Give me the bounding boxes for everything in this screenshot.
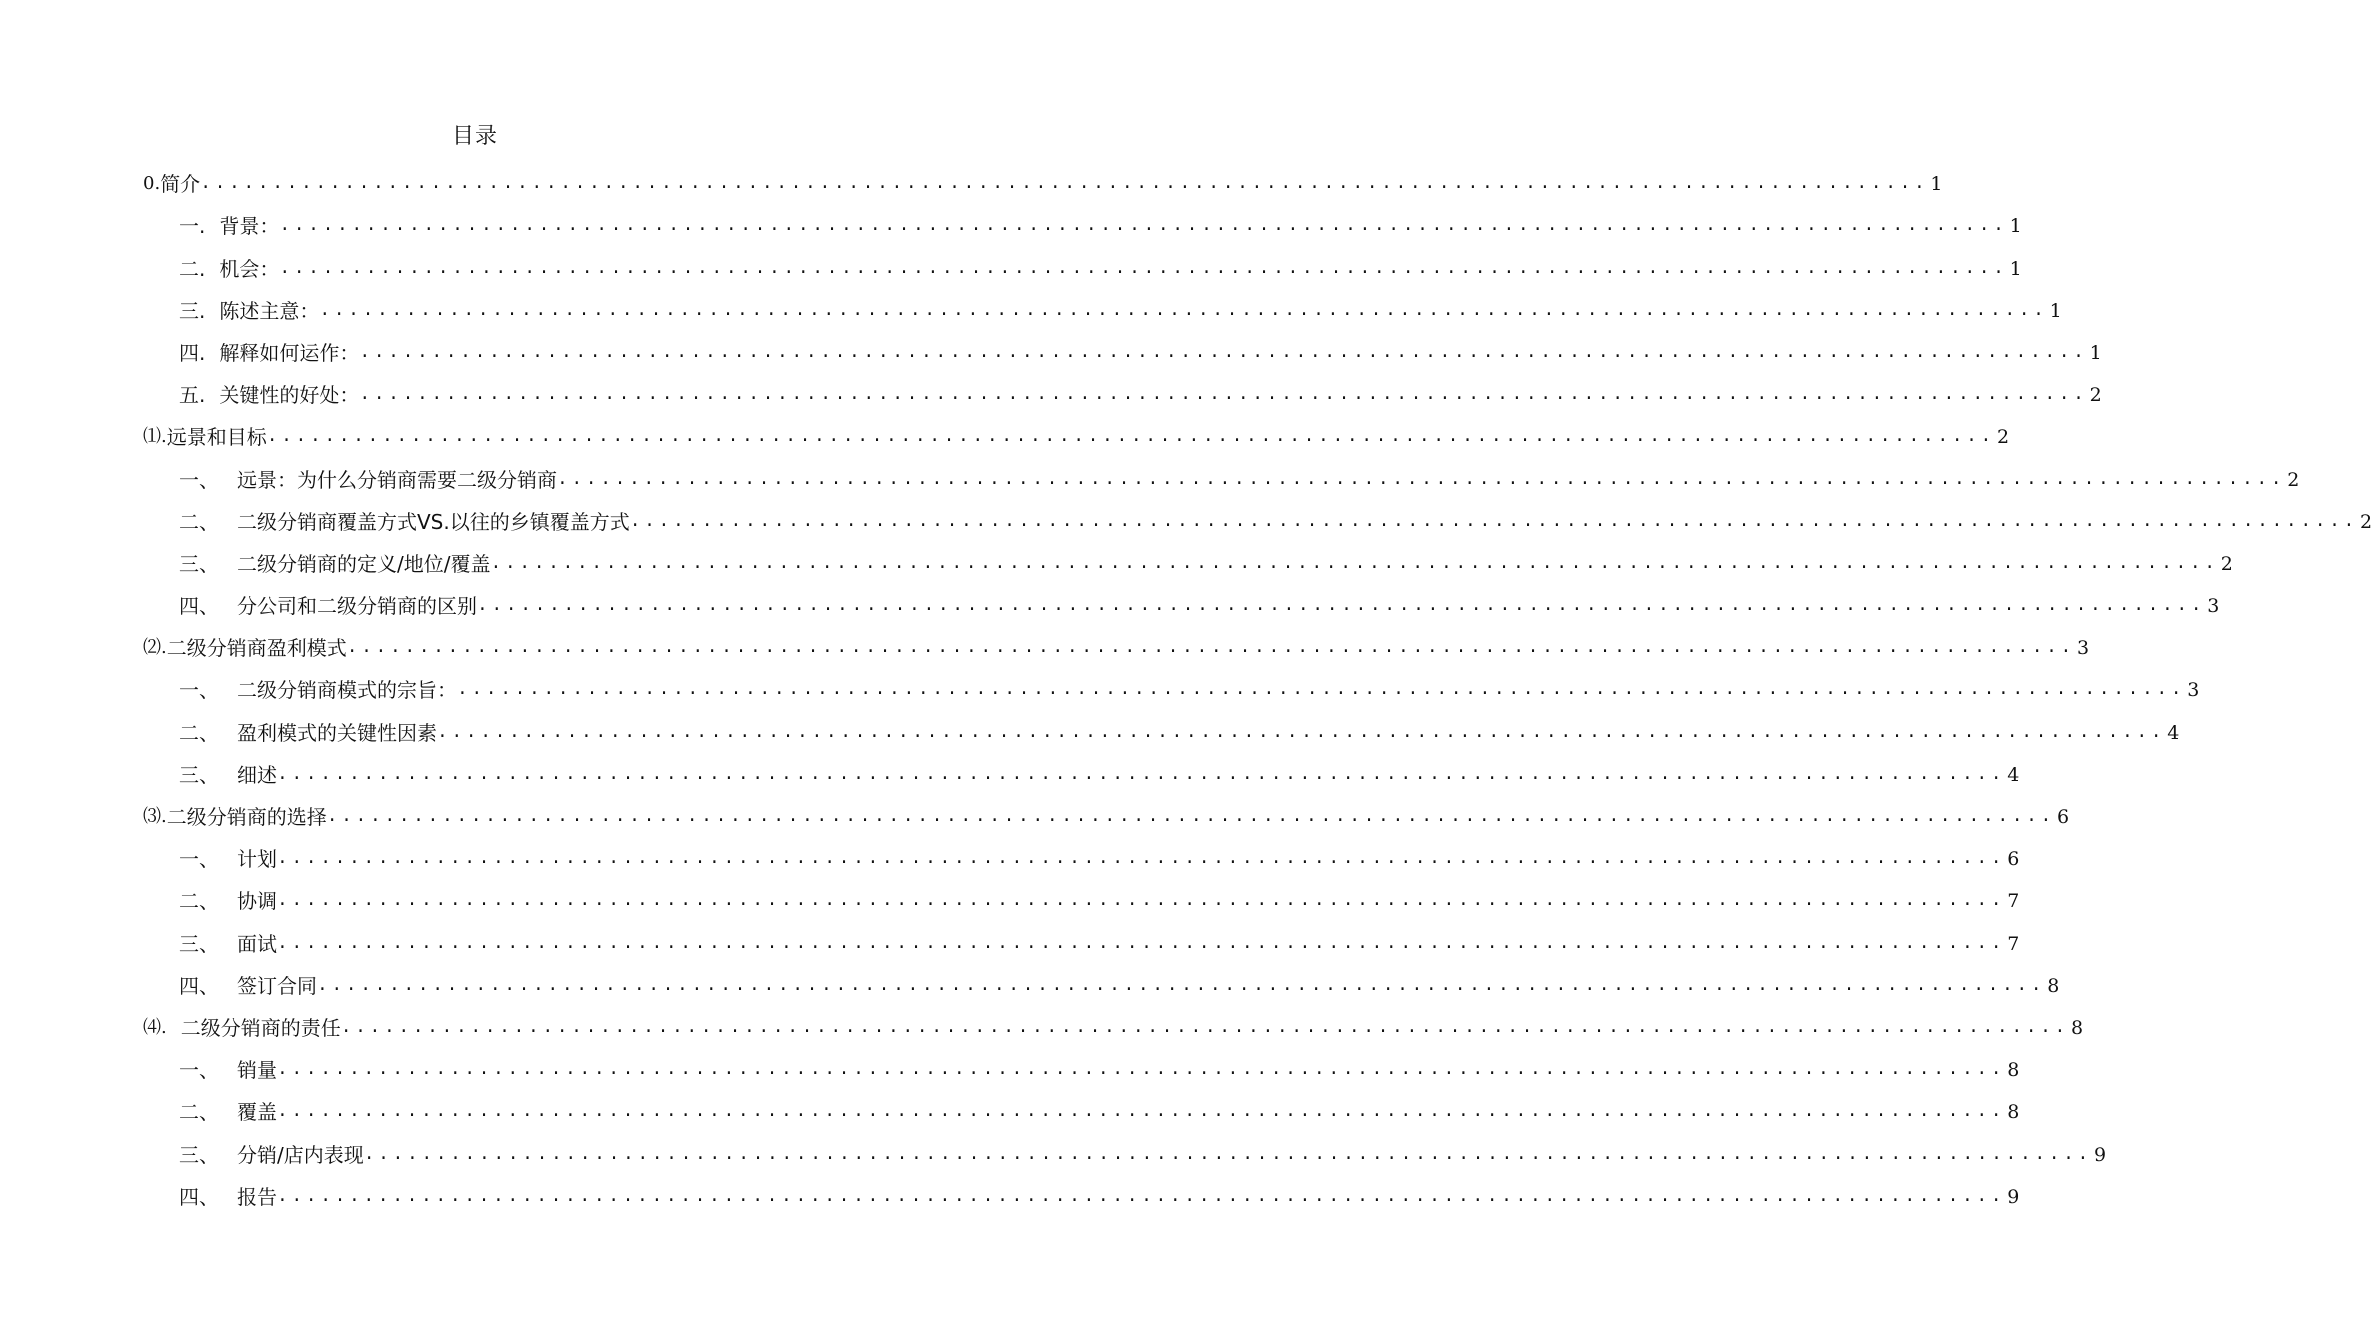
- toc-entry-number: ⑴.: [143, 426, 167, 448]
- toc-entry-label: [179, 887, 277, 918]
- toc-entry-text: 协调: [237, 889, 277, 914]
- toc-leader-dots: ........................................................................................................................: [279, 216, 2008, 237]
- toc-entry-label: [143, 634, 347, 665]
- toc-entry-label: [179, 255, 279, 286]
- toc-page-number: 2: [2089, 384, 2102, 407]
- toc-entry-text: 二级分销商模式的宗旨：: [237, 678, 457, 703]
- toc-list: [143, 159, 2372, 1214]
- toc-entry-number: 五.: [179, 383, 206, 408]
- toc-entry-label: [179, 550, 490, 581]
- toc-entry[interactable]: [143, 539, 2233, 581]
- toc-page-number: 8: [2007, 1101, 2020, 1124]
- toc-entry-label: [179, 466, 557, 497]
- toc-entry-text: 销量: [237, 1058, 277, 1083]
- toc-entry[interactable]: [143, 834, 2020, 876]
- toc-entry-text: 面试: [237, 931, 277, 956]
- toc-entry[interactable]: [143, 1172, 2020, 1214]
- toc-entry-text: 二级分销商的定义/地位/覆盖: [237, 551, 491, 576]
- toc-entry-number: 二、: [179, 889, 219, 914]
- toc-entry-label: [179, 592, 477, 623]
- toc-leader-dots: ........................................................................................................................: [477, 596, 2206, 617]
- toc-entry[interactable]: [143, 370, 2102, 412]
- toc-entry-text: 细述: [237, 762, 277, 787]
- toc-leader-dots: ........................................................................................................................: [266, 427, 1995, 448]
- toc-entry[interactable]: [143, 328, 2102, 370]
- toc-leader-dots: ........................................................................................................................: [277, 1060, 2006, 1081]
- toc-entry-label: [179, 719, 437, 750]
- toc-entry-number: 三、: [179, 1142, 219, 1167]
- toc-entry-label: [179, 339, 359, 370]
- toc-entry-number: 一、: [179, 678, 219, 703]
- toc-entry-text: 解释如何运作：: [219, 340, 360, 365]
- toc-entry[interactable]: [143, 243, 2022, 285]
- toc-entry-label: [179, 1056, 277, 1087]
- toc-entry-text: 陈述主意：: [219, 298, 320, 323]
- toc-page-number: 1: [2009, 257, 2022, 280]
- toc-entry[interactable]: [143, 581, 2220, 623]
- toc-page-number: 2: [2287, 468, 2300, 491]
- toc-page-number: 6: [2056, 806, 2070, 828]
- toc-entry-label: [179, 761, 277, 792]
- toc-entry-number: ⑶.: [143, 806, 167, 827]
- toc-entry[interactable]: [143, 707, 2180, 749]
- toc-leader-dots: ........................................................................................................................: [457, 680, 2186, 701]
- toc-entry-text: 计划: [237, 847, 277, 872]
- toc-entry-text: 覆盖: [237, 1100, 277, 1125]
- toc-entry[interactable]: [143, 876, 2020, 918]
- toc-leader-dots: ........................................................................................................................: [340, 1017, 2069, 1038]
- toc-page-number: 2: [1996, 426, 2010, 449]
- toc-leader-dots: ........................................................................................................................: [557, 469, 2286, 490]
- toc-entry-label: [143, 423, 267, 454]
- toc-page-number: 3: [2076, 637, 2090, 660]
- toc-entry-text: 报告: [237, 1184, 277, 1209]
- toc-leader-dots: ........................................................................................................................: [200, 174, 1929, 195]
- toc-page-number: 3: [2187, 679, 2200, 702]
- toc-leader-dots: ........................................................................................................................: [346, 638, 2075, 659]
- toc-entry-number: 三、: [179, 551, 219, 576]
- toc-entry-number: 二、: [179, 509, 219, 534]
- toc-entry-label: [179, 1141, 364, 1172]
- toc-entry[interactable]: [143, 412, 2010, 454]
- toc-entry[interactable]: [143, 1087, 2020, 1129]
- toc-entry-number: ⑷.: [143, 1016, 167, 1038]
- toc-entry-number: 二、: [179, 1100, 219, 1125]
- toc-leader-dots: ........................................................................................................................: [359, 342, 2088, 363]
- toc-entry-label: [143, 803, 327, 834]
- toc-entry-text: 二级分销商的选择: [166, 805, 327, 829]
- toc-leader-dots: ........................................................................................................................: [319, 300, 2048, 321]
- toc-entry-number: 一、: [179, 467, 219, 492]
- toc-entry-text: 远景：为什么分销商需要二级分销商: [237, 467, 557, 492]
- toc-entry-text: 机会：: [219, 256, 280, 281]
- toc-entry-number: 三、: [179, 762, 219, 787]
- toc-entry-number: 0.: [143, 173, 161, 195]
- toc-entry[interactable]: [143, 1129, 2107, 1171]
- toc-entry-number: 四.: [179, 340, 206, 365]
- toc-title: 目录: [451, 124, 498, 149]
- toc-entry-text: 远景和目标: [166, 425, 267, 450]
- toc-leader-dots: ........................................................................................................................: [277, 1102, 2006, 1123]
- toc-leader-dots: ........................................................................................................................: [317, 975, 2046, 996]
- toc-leader-dots: ........................................................................................................................: [277, 764, 2006, 785]
- toc-entry[interactable]: [143, 665, 2200, 707]
- toc-page-number: 1: [2089, 341, 2102, 364]
- toc-entry-text: 二级分销商盈利模式: [166, 636, 347, 661]
- toc-entry[interactable]: [143, 497, 2372, 539]
- toc-entry-text: 分公司和二级分销商的区别: [237, 594, 477, 619]
- toc-entry[interactable]: [143, 961, 2060, 1003]
- toc-entry-text: 关键性的好处：: [219, 383, 360, 408]
- toc-page-number: 4: [2167, 721, 2180, 744]
- toc-page-number: 1: [2049, 299, 2062, 322]
- toc-page-number: 2: [2359, 510, 2372, 533]
- toc-page-number: 7: [2007, 890, 2020, 913]
- toc-page-number: 2: [2220, 552, 2233, 575]
- toc-leader-dots: ........................................................................................................................: [277, 891, 2006, 912]
- toc-page-number: 7: [2007, 932, 2020, 955]
- toc-entry-number: 二、: [179, 720, 219, 745]
- toc-entry-number: 四、: [179, 594, 219, 619]
- toc-entry-number: 四、: [179, 973, 219, 998]
- toc-entry-label: [179, 1098, 277, 1129]
- toc-entry[interactable]: [143, 623, 2090, 665]
- toc-entry[interactable]: [143, 1045, 2020, 1087]
- toc-entry-number: 四、: [179, 1184, 219, 1209]
- toc-entry-text: 盈利模式的关键性因素: [237, 720, 437, 745]
- toc-entry[interactable]: [143, 159, 1943, 201]
- toc-leader-dots: ........................................................................................................................: [629, 511, 2358, 532]
- toc-leader-dots: ........................................................................................................................: [277, 849, 2006, 870]
- toc-entry[interactable]: [143, 750, 2020, 792]
- toc-entry-number: 二.: [179, 256, 206, 281]
- toc-page-number: 8: [2007, 1059, 2020, 1082]
- toc-entry-label: [179, 508, 630, 539]
- toc-entry[interactable]: [143, 454, 2300, 496]
- toc-entry-label: [143, 1014, 341, 1045]
- toc-page-number: 6: [2007, 848, 2020, 871]
- toc-leader-dots: ........................................................................................................................: [363, 1144, 2092, 1165]
- toc-entry-text: 简介: [160, 172, 201, 197]
- toc-entry[interactable]: [143, 918, 2020, 960]
- toc-entry[interactable]: [143, 1003, 2084, 1045]
- toc-leader-dots: ........................................................................................................................: [437, 722, 2166, 743]
- toc-entry-number: 三、: [179, 931, 219, 956]
- toc-entry-number: 一、: [179, 1058, 219, 1083]
- toc-entry-label: [179, 972, 317, 1003]
- toc-entry-number: 一.: [179, 214, 206, 239]
- toc-entry-label: [179, 212, 279, 243]
- toc-entry-text: 二级分销商覆盖方式VS.以往的乡镇覆盖方式: [237, 509, 630, 534]
- toc-entry-number: ⑵.: [143, 637, 167, 659]
- toc-page-number: 4: [2007, 763, 2020, 786]
- toc-entry-number: 一、: [179, 847, 219, 872]
- toc-entry-number: 三.: [179, 298, 206, 323]
- toc-entry-text: 二级分销商的责任: [180, 1015, 341, 1040]
- toc-page-number: 8: [2047, 974, 2060, 997]
- toc-entry-label: [179, 381, 359, 412]
- toc-entry[interactable]: [143, 792, 2070, 834]
- toc-entry-label: [179, 1183, 277, 1214]
- toc-entry[interactable]: [143, 201, 2022, 243]
- toc-entry-text: 分销/店内表现: [237, 1142, 364, 1167]
- toc-entry-label: [179, 845, 277, 876]
- toc-leader-dots: ........................................................................................................................: [279, 258, 2008, 279]
- toc-page-number: 8: [2070, 1016, 2084, 1039]
- toc-page-number: 1: [2009, 215, 2022, 238]
- toc-page-number: 9: [2093, 1143, 2107, 1166]
- toc-entry-text: 背景：: [219, 214, 280, 239]
- toc-leader-dots: ........................................................................................................................: [359, 385, 2088, 406]
- toc-entry-text: 签订合同: [237, 973, 317, 998]
- toc-page-number: 1: [1930, 173, 1943, 196]
- toc-leader-dots: ........................................................................................................................: [490, 553, 2219, 574]
- toc-leader-dots: ........................................................................................................................: [326, 807, 2055, 827]
- toc-leader-dots: ........................................................................................................................: [277, 933, 2006, 954]
- toc-entry-label: [179, 930, 277, 961]
- toc-leader-dots: ........................................................................................................................: [277, 1186, 2006, 1207]
- toc-entry[interactable]: [143, 286, 2062, 328]
- toc-entry-label: [179, 676, 457, 707]
- toc-entry-label: [179, 297, 319, 328]
- toc-page-number: 3: [2207, 595, 2220, 618]
- toc-entry-label: [143, 170, 200, 201]
- toc-page-number: 9: [2007, 1185, 2020, 1208]
